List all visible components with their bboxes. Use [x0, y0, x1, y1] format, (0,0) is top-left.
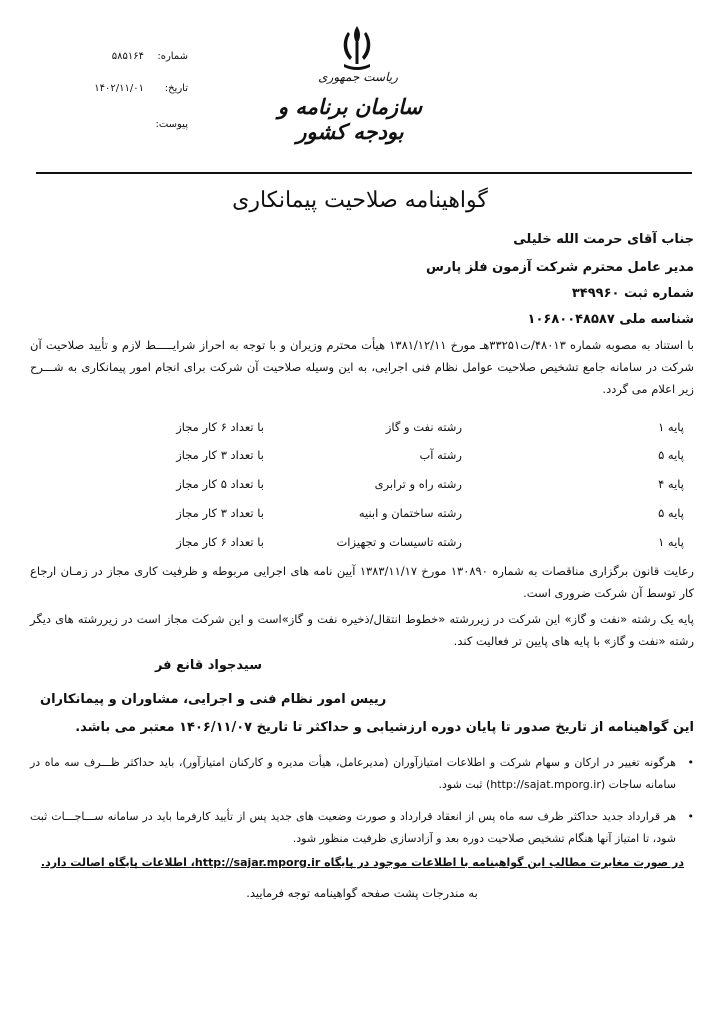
authenticity-warning: در صورت مغایرت مطالب این گواهینامه با اطلاعات موجود در پایگاه http://sajar.mporg.ir، اطلاعات پایگاه اصالت دارد.: [40, 856, 684, 869]
grade-level: پایه ۱: [658, 535, 684, 549]
emblem-icon: [334, 22, 380, 72]
addressee-position: مدیر عامل محترم شرکت آزمون فلز پارس: [426, 260, 694, 275]
grade-count: با تعداد ۶ کار مجاز: [176, 535, 264, 549]
grade-level: پایه ۵: [658, 448, 684, 462]
header-divider: [36, 172, 692, 174]
document-title: گواهینامه صلاحیت پیمانکاری: [232, 188, 488, 213]
grade-row: [60, 506, 684, 526]
note-item: [30, 752, 694, 796]
grade-level: پایه ۱: [658, 420, 684, 434]
compliance-paragraph: رعایت قانون برگزاری مناقصات به شماره ۱۳۰۸۹۰ مورخ ۱۳۸۳/۱۱/۱۷ آیین نامه های اجرایی مربوطه و ظرفیت کاری مجاز در زمـان ارجاع کار توسط آن شرکت ضروری است.: [30, 564, 694, 600]
letter-date-value: ۱۴۰۲/۱۱/۰۱: [94, 83, 144, 94]
signer-position: رییس امور نظام فنی و اجرایی، مشاوران و پیمانکاران: [40, 692, 387, 707]
grade-field: رشته آب: [419, 448, 462, 462]
grade-row: [60, 535, 684, 555]
note-text: هر قرارداد جدید حداکثر ظرف سه ماه پس از انعقاد قرارداد و صورت وضعیت های جدید پس از تأیید کارفرما باید در سامانه ســـاجـــات ثبت شود، تا امتیاز آنها هنگام تشخیص صلاحیت دوره بعد و آزادسازی ظرفیت منظور شود.: [30, 810, 676, 845]
grade-row: [60, 420, 684, 440]
grade-count: با تعداد ۶ کار مجاز: [176, 420, 264, 434]
grade-level: پایه ۴: [658, 477, 684, 491]
bullet-icon: •: [687, 756, 694, 769]
grade-count: با تعداد ۳ کار مجاز: [176, 506, 264, 520]
letter-number-label: شماره:: [157, 51, 188, 62]
org-name: سازمان برنامه و بودجه کشور: [277, 94, 423, 144]
grade-count: با تعداد ۵ کار مجاز: [176, 477, 264, 491]
addressee-name: جناب آقای حرمت الله خلیلی: [513, 232, 694, 247]
grade-row: [60, 477, 684, 497]
grade-level: پایه ۵: [658, 506, 684, 520]
grade-field: رشته تاسیسات و تجهیزات: [336, 535, 462, 549]
bullet-icon: •: [687, 810, 694, 823]
base-grade-paragraph: پایه یک رشته «نفت و گاز» این شرکت در زیررشته «خطوط انتقال/ذخیره نفت و گاز»است و این شرکت مجاز است در زیررشته های دیگر رشته «نفت و گاز» با پایه های پایین تر فعالیت کند.: [30, 612, 694, 648]
letter-number-value: ۵۸۵۱۶۴: [111, 51, 144, 62]
validity-statement: این گواهینامه از تاریخ صدور تا پایان دوره ارزشیابی و حداکثر تا تاریخ ۱۴۰۶/۱۱/۰۷ معتبر می باشد.: [75, 720, 694, 735]
intro-paragraph: با استناد به مصوبه شماره ۴۸۰۱۳/ت۳۳۲۵۱هـ مورخ ۱۳۸۱/۱۲/۱۱ هیأت محترم وزیران و با توجه به احراز شرایـــــط لازم و تأیید صلاحیت آن شرکت در سامانه جامع تشخیص صلاحیت عوامل نظام فنی اجرایی، به این وسیله صلاحیت آن شرکت برای انجام امور پیمانکاری به شـــرح زیر اعلام می گردد.: [30, 338, 694, 396]
national-id: شناسه ملی ۱۰۶۸۰۰۴۸۵۸۷: [527, 312, 694, 327]
note-text: هرگونه تغییر در ارکان و سهام شرکت و اطلاعات امتیازآوران (مدیرعامل، هیأت مدیره و کارکنان امتیازآور)، باید حداکثر ظـــرف سه ماه در سامانه ساجات (http://sajat.mporg.ir) ثبت شود.: [30, 756, 676, 791]
grade-row: [60, 448, 684, 468]
footer-note: به مندرجات پشت صفحه گواهینامه توجه فرمایید.: [246, 886, 478, 900]
letter-attachment-label: پیوست:: [155, 119, 188, 130]
signer-name: سیدجواد قانع فر: [154, 658, 262, 673]
letter-date-label: تاریخ:: [164, 83, 188, 94]
grade-field: رشته نفت و گاز: [385, 420, 462, 434]
note-item: [30, 806, 694, 850]
grade-field: رشته ساختمان و ابنیه: [358, 506, 462, 520]
org-subtitle: ریاست جمهوری: [318, 70, 398, 84]
grade-field: رشته راه و ترابری: [374, 477, 462, 491]
registration-number: شماره ثبت ۳۴۹۹۶۰: [571, 286, 694, 301]
grade-count: با تعداد ۳ کار مجاز: [176, 448, 264, 462]
